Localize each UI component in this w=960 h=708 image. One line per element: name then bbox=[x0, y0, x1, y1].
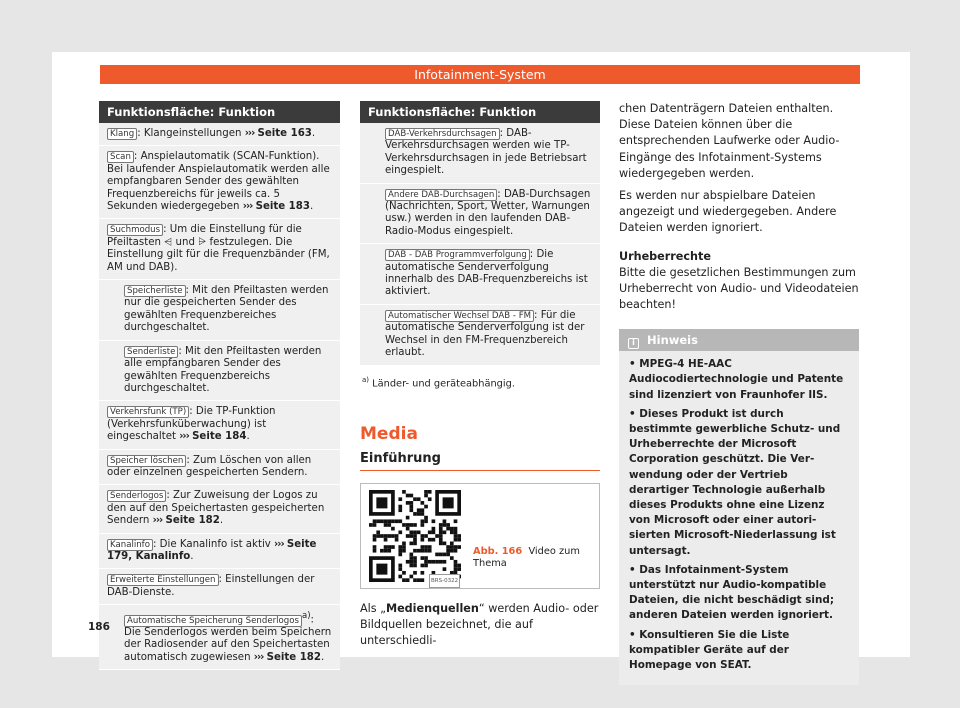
table-row bbox=[99, 569, 340, 605]
function-key[interactable]: Automatischer Wechsel DAB - FM bbox=[385, 310, 534, 322]
table-row bbox=[99, 401, 340, 449]
function-key[interactable]: DAB - DAB Programmverfolgung bbox=[385, 249, 530, 261]
note-bullet bbox=[629, 407, 849, 559]
function-key[interactable]: Automatische Speicherung Senderlogos bbox=[124, 615, 302, 627]
chevron-icon: ››› bbox=[152, 515, 163, 527]
function-key[interactable]: Speicherliste bbox=[124, 285, 186, 297]
function-key[interactable]: Klang bbox=[107, 128, 137, 140]
row-text: : DAB-Durchsagen (Nachrichten, Sport, Wetter, Warnungen usw.) werden in den laufenden DAB-Radio-Modus eingespielt. bbox=[385, 188, 591, 237]
row-text: : Zur Zuweisung der Logos zu den auf den Speichertasten gespeicherten Sendern bbox=[107, 490, 325, 527]
table-header: Funktionsfläche: Funktion bbox=[99, 101, 340, 123]
row-text: : Mit den Pfeiltasten werden alle empfangbaren Sender des gewählten Frequenzbereichs durchgeschaltet. bbox=[124, 345, 322, 394]
footnote-ref: a) bbox=[301, 611, 311, 622]
table-row bbox=[360, 184, 600, 245]
bullet-icon: • bbox=[629, 563, 640, 576]
page-reference[interactable]: Seite 183 bbox=[255, 201, 310, 213]
row-text: : Die Kanalinfo ist aktiv bbox=[152, 538, 275, 550]
row-tail: . bbox=[246, 431, 250, 443]
manual-page bbox=[52, 52, 910, 672]
section-header-bar: Infotainment-System bbox=[100, 65, 860, 84]
chevron-icon: ››› bbox=[274, 538, 284, 550]
row-text: : Einstellungen der DAB-Dienste. bbox=[107, 574, 315, 598]
para-start: Als „ bbox=[360, 601, 386, 615]
table-row bbox=[99, 146, 340, 219]
row-text: : Klangeinstellungen bbox=[137, 128, 245, 139]
right-column bbox=[619, 101, 859, 685]
note-title: Hinweis bbox=[647, 333, 698, 348]
row-text: : Zum Löschen von allen oder einzelnen gespeicherten Sendern. bbox=[107, 454, 312, 478]
table-row bbox=[360, 244, 600, 305]
function-key[interactable]: Speicher löschen bbox=[107, 455, 186, 467]
subheading-introduction: Einführung bbox=[360, 453, 600, 471]
figure-code: BRS-0322 bbox=[429, 574, 460, 588]
function-key[interactable]: DAB-Verkehrsdurchsagen bbox=[385, 128, 500, 140]
footnote bbox=[360, 374, 600, 391]
chevron-icon: ››› bbox=[244, 128, 255, 139]
function-key[interactable]: Kanalinfo bbox=[107, 539, 153, 551]
video-figure bbox=[360, 483, 600, 589]
function-key[interactable]: Senderlogos bbox=[107, 490, 166, 502]
note-text: Dieses Produkt ist durch bestimmte gewerbliche Schutz- und Urheberrechte der Microsoft Corporation geschützt. Die Verwendung oder der Vertrieb derartiger Technologie außerhalb dieses Produkts ohne eine Lizenz von Microsoft oder einer autorisierten Microsoft-Niederlassung ist untersagt. bbox=[629, 407, 841, 557]
note-bullet bbox=[629, 628, 849, 674]
table-row bbox=[360, 305, 600, 366]
bullet-icon: • bbox=[629, 358, 640, 371]
row-tail: . bbox=[320, 651, 325, 663]
row-tail: . bbox=[311, 128, 316, 139]
para-end: “ werden Audio- oder Bildquellen bezeichnet, die auf unterschiedli- bbox=[360, 601, 599, 648]
table-row bbox=[99, 605, 340, 670]
row-tail: . bbox=[219, 515, 224, 527]
page-reference[interactable]: Seite 163 bbox=[257, 128, 312, 139]
table-row bbox=[99, 341, 340, 402]
left-column bbox=[99, 101, 340, 670]
para-bold-term: Medienquellen bbox=[385, 601, 479, 615]
paragraph: Bitte die gesetzlichen Bestimmungen zum Urheberrecht von Audio- und Videodateien beachten! bbox=[619, 265, 859, 312]
table-row bbox=[99, 219, 340, 280]
row-text: : Die Senderlogos werden beim Speichern der Radiosender auf den Speichertasten automatisch zugewiesen bbox=[124, 614, 332, 663]
note-header bbox=[619, 329, 859, 351]
table-row bbox=[99, 123, 340, 146]
row-tail: . bbox=[190, 550, 194, 562]
page-reference[interactable]: Seite 182 bbox=[266, 651, 321, 663]
subheading-copyright: Urheberrechte bbox=[619, 249, 711, 263]
function-key[interactable]: Andere DAB-Durchsagen bbox=[385, 189, 497, 201]
table-row bbox=[99, 280, 340, 341]
table-row bbox=[99, 485, 340, 533]
page-number: 186 bbox=[88, 621, 110, 633]
table-row bbox=[99, 534, 340, 570]
footnote-mark: a) bbox=[362, 375, 370, 384]
row-text: : Für die automatische Senderverfolgung ist der Wechsel in den FM-Frequenzbereich erlaubt. bbox=[385, 309, 585, 359]
section-heading-media: Media bbox=[360, 424, 418, 445]
function-key[interactable]: Erweiterte Einstellungen bbox=[107, 574, 219, 586]
qr-code-icon[interactable] bbox=[369, 490, 461, 582]
footnote-text: Länder- und geräteabhängig. bbox=[372, 377, 515, 389]
function-key[interactable]: Suchmodus bbox=[107, 224, 163, 236]
bullet-icon: • bbox=[629, 407, 640, 420]
function-key[interactable]: Scan bbox=[107, 151, 134, 163]
info-icon: i bbox=[628, 338, 639, 349]
table-header: Funktionsfläche: Funktion bbox=[360, 101, 600, 123]
paragraph: chen Datenträgern Dateien enthalten. Diese Dateien können über die entsprechenden Laufwerke oder Audio-Eingänge des Infotainment-Systems wiedergegeben werden. bbox=[619, 102, 840, 180]
page-reference[interactable]: Seite 184 bbox=[192, 431, 247, 443]
paragraph: Es werden nur abspielbare Dateien angezeigt und wiedergegeben. Andere Dateien werden ignoriert. bbox=[619, 189, 837, 235]
chevron-icon: ››› bbox=[253, 651, 264, 663]
row-text: : Um die Einstellung für die Pfeiltasten ⩤ und ⩥ festzulegen. Die Einstellung gilt für die Frequenzbänder (FM, AM und DAB). bbox=[107, 224, 330, 273]
figure-number: Abb. 166 bbox=[473, 545, 523, 557]
function-key[interactable]: Verkehrsfunk (TP) bbox=[107, 406, 189, 418]
function-table-left bbox=[99, 101, 340, 670]
media-intro-paragraph bbox=[360, 601, 600, 650]
middle-column bbox=[360, 101, 600, 650]
function-key[interactable]: Senderliste bbox=[124, 346, 178, 358]
chevron-icon: ››› bbox=[242, 201, 253, 213]
row-text: : Anspielautomatik (SCAN-Funktion). Bei laufender Anspielautomatik werden alle empfangbaren Sender des gewählten Frequenzbereichs für jeweils ca. 5 Sekunden wiedergegeben bbox=[107, 151, 330, 213]
table-row bbox=[99, 450, 340, 486]
row-tail: . bbox=[309, 201, 314, 213]
note-bullet bbox=[629, 563, 849, 624]
bullet-icon: • bbox=[629, 628, 640, 641]
note-box bbox=[619, 329, 859, 685]
note-text: MPEG-4 HE-AAC Audiocodiertechnologie und Patente sind lizenziert von Fraunhofer IIS. bbox=[629, 358, 844, 401]
page-reference[interactable]: Seite 182 bbox=[165, 515, 220, 527]
note-body bbox=[619, 351, 859, 685]
table-row bbox=[360, 123, 600, 184]
note-text: Das Infotainment-System unterstützt nur Audio-kompatible Dateien, die nicht beschädigt sind; anderen Dateien werden ignoriert. bbox=[629, 563, 834, 622]
page-reference[interactable]: Seite 179, Kanalinfo bbox=[107, 538, 317, 562]
figure-caption bbox=[473, 546, 599, 570]
note-bullet bbox=[629, 357, 849, 403]
row-text: : Die automatische Senderverfolgung innerhalb des DAB-Frequenzbereichs ist aktiviert. bbox=[385, 249, 588, 298]
chevron-icon: ››› bbox=[179, 431, 189, 443]
row-text: : Die TP-Funktion (Verkehrsfunküberwachung) ist eingeschaltet bbox=[107, 406, 276, 443]
figure-caption-text: Video zum Thema bbox=[473, 545, 580, 569]
row-text: : DAB-Verkehrsdurchsagen werden wie TP-Verkehrsdurchsagen in jede Betriebsart eingespielt. bbox=[385, 128, 587, 177]
row-text: : Mit den Pfeiltasten werden nur die gespeicherten Sender des gewählten Frequenzbereiches durchgeschaltet. bbox=[124, 285, 329, 334]
function-table-middle bbox=[360, 101, 600, 366]
note-text: Konsultieren Sie die Liste kompatibler Geräte auf der Homepage von SEAT. bbox=[629, 628, 790, 672]
